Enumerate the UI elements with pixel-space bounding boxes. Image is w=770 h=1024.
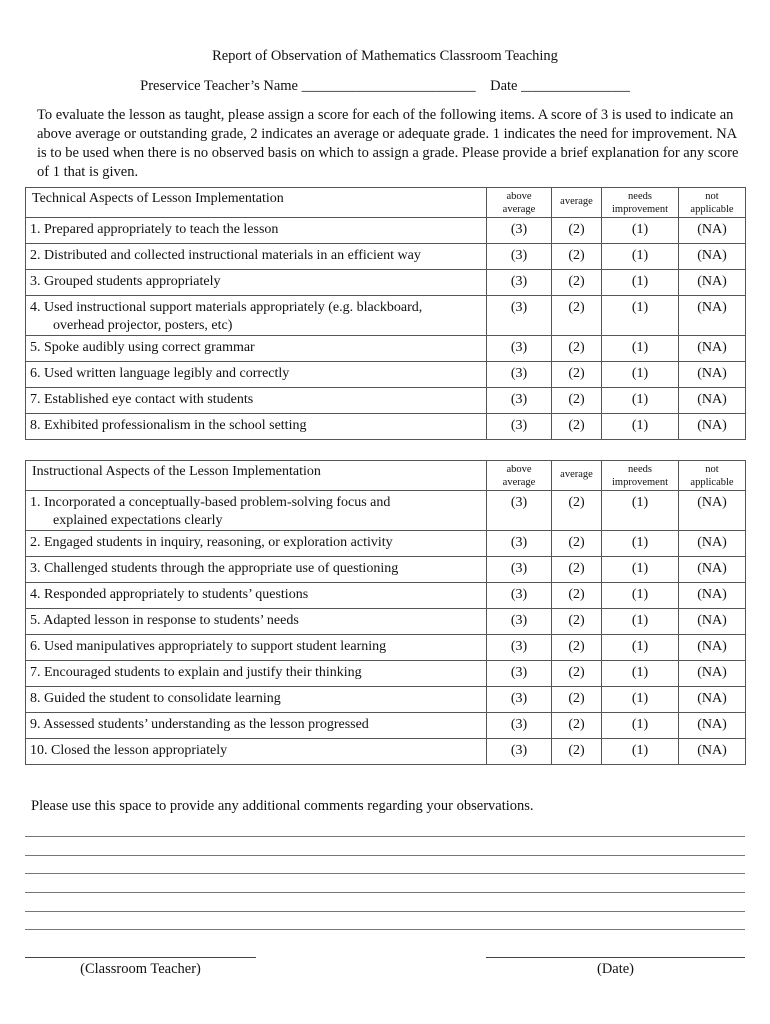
score-3-option[interactable]: (3) [487, 661, 552, 687]
classroom-teacher-label: (Classroom Teacher) [80, 961, 201, 977]
table-header-row [26, 461, 746, 491]
instructions-paragraph: To evaluate the lesson as taught, please assign a score for each of the following items. A score of 3 is used to indicate an above average or outstanding grade, 2 indicates an average or adequate grade. 1 indicates the need for improvement. NA is to be used when there is no observed basis on which to assign a grade. Please provide a brief explanation for any score of 1 that is given. [37, 107, 739, 180]
item-text [26, 531, 487, 557]
item-label: 7. Established eye contact with students [30, 392, 254, 407]
score-1-option[interactable]: (1) [602, 713, 679, 739]
item-text [26, 270, 487, 296]
score-2-option[interactable]: (2) [552, 414, 602, 440]
score-1-option[interactable]: (1) [602, 557, 679, 583]
score-2-option[interactable]: (2) [552, 270, 602, 296]
score-3-option[interactable]: (3) [487, 388, 552, 414]
rubric-item-row [26, 296, 746, 336]
score-na-option[interactable]: (NA) [679, 270, 746, 296]
rubric-item-row [26, 609, 746, 635]
score-1-option[interactable]: (1) [602, 362, 679, 388]
item-text [26, 609, 487, 635]
rubric-item-row [26, 414, 746, 440]
item-text [26, 244, 487, 270]
score-na-option[interactable]: (NA) [679, 296, 746, 336]
item-text [26, 388, 487, 414]
item-text [26, 635, 487, 661]
col-not-applicable: not applicable [679, 461, 746, 491]
score-na-option[interactable]: (NA) [679, 661, 746, 687]
date-signature-label: (Date) [596, 961, 635, 977]
comment-line[interactable] [25, 873, 745, 874]
score-1-option[interactable]: (1) [602, 739, 679, 765]
item-label: 5. Spoke audibly using correct grammar [30, 340, 255, 355]
score-2-option[interactable]: (2) [552, 661, 602, 687]
score-3-option[interactable]: (3) [487, 635, 552, 661]
item-text [26, 414, 487, 440]
item-label: 9. Assessed students’ understanding as the lesson progressed [30, 717, 369, 732]
rubric-item-row [26, 635, 746, 661]
col-average: average [552, 461, 602, 491]
technical-aspects-table [25, 187, 746, 440]
rubric-item-row [26, 336, 746, 362]
date-label: Date [490, 78, 518, 94]
score-na-option[interactable]: (NA) [679, 362, 746, 388]
item-text [26, 583, 487, 609]
score-3-option[interactable]: (3) [487, 218, 552, 244]
score-na-option[interactable]: (NA) [679, 244, 746, 270]
score-3-option[interactable]: (3) [487, 491, 552, 531]
score-na-option[interactable]: (NA) [679, 557, 746, 583]
rubric-item-row [26, 491, 746, 531]
rubric-item-row [26, 270, 746, 296]
rubric-item-row [26, 687, 746, 713]
score-2-option[interactable]: (2) [552, 687, 602, 713]
col-average: average [552, 188, 602, 218]
comment-line[interactable] [25, 929, 745, 930]
score-1-option[interactable]: (1) [602, 661, 679, 687]
item-text [26, 362, 487, 388]
score-1-option[interactable]: (1) [602, 296, 679, 336]
item-text [26, 296, 487, 336]
comment-line[interactable] [25, 855, 745, 856]
score-3-option[interactable]: (3) [487, 531, 552, 557]
score-3-option[interactable]: (3) [487, 362, 552, 388]
item-text [26, 491, 487, 531]
score-2-option[interactable]: (2) [552, 739, 602, 765]
item-label: 6. Used manipulatives appropriately to support student learning [30, 639, 387, 654]
score-2-option[interactable]: (2) [552, 491, 602, 531]
score-3-option[interactable]: (3) [487, 557, 552, 583]
date-signature-line[interactable] [486, 957, 745, 958]
score-2-option[interactable]: (2) [552, 388, 602, 414]
item-label: 3. Grouped students appropriately [30, 274, 221, 289]
rubric-item-row [26, 388, 746, 414]
item-label: 8. Exhibited professionalism in the school setting [30, 418, 307, 433]
item-label: 4. Used instructional support materials appropriately (e.g. blackboard, [30, 300, 423, 315]
item-text [26, 713, 487, 739]
score-1-option[interactable]: (1) [602, 609, 679, 635]
score-na-option[interactable]: (NA) [679, 635, 746, 661]
score-na-option[interactable]: (NA) [679, 713, 746, 739]
score-3-option[interactable]: (3) [487, 414, 552, 440]
score-1-option[interactable]: (1) [602, 635, 679, 661]
rubric-item-row [26, 739, 746, 765]
comment-line[interactable] [25, 836, 745, 837]
col-above-average: above average [487, 461, 552, 491]
item-text [26, 336, 487, 362]
item-label: 4. Responded appropriately to students’ questions [30, 587, 309, 602]
score-2-option[interactable]: (2) [552, 244, 602, 270]
score-3-option[interactable]: (3) [487, 336, 552, 362]
score-1-option[interactable]: (1) [602, 218, 679, 244]
score-2-option[interactable]: (2) [552, 583, 602, 609]
score-3-option[interactable]: (3) [487, 739, 552, 765]
comments-prompt: Please use this space to provide any additional comments regarding your observations. [31, 798, 534, 814]
score-1-option[interactable]: (1) [602, 388, 679, 414]
score-na-option[interactable]: (NA) [679, 218, 746, 244]
score-na-option[interactable]: (NA) [679, 388, 746, 414]
item-label-continued: overhead projector, posters, etc) [53, 318, 233, 333]
score-na-option[interactable]: (NA) [679, 336, 746, 362]
score-1-option[interactable]: (1) [602, 244, 679, 270]
col-needs-improvement: needs improvement [602, 188, 679, 218]
rubric-item-row [26, 713, 746, 739]
col-not-applicable: not applicable [679, 188, 746, 218]
rubric-item-row [26, 661, 746, 687]
section-heading: Technical Aspects of Lesson Implementation [26, 188, 487, 218]
rubric-item-row [26, 583, 746, 609]
item-text [26, 687, 487, 713]
score-2-option[interactable]: (2) [552, 362, 602, 388]
score-3-option[interactable]: (3) [487, 583, 552, 609]
item-label-continued: explained expectations clearly [53, 513, 223, 528]
instructional-aspects-table [25, 460, 746, 765]
score-na-option[interactable]: (NA) [679, 687, 746, 713]
rubric-item-row [26, 218, 746, 244]
score-3-option[interactable]: (3) [487, 687, 552, 713]
score-2-option[interactable]: (2) [552, 635, 602, 661]
score-na-option[interactable]: (NA) [679, 609, 746, 635]
comment-line[interactable] [25, 892, 745, 893]
score-1-option[interactable]: (1) [602, 270, 679, 296]
item-label: 6. Used written language legibly and correctly [30, 366, 290, 381]
rubric-item-row [26, 531, 746, 557]
score-na-option[interactable]: (NA) [679, 414, 746, 440]
item-label: 5. Adapted lesson in response to students’ needs [30, 613, 299, 628]
item-text [26, 218, 487, 244]
name-date-line[interactable]: Preservice Teacher’s Name ________________________ Date _______________ [140, 78, 630, 94]
score-1-option[interactable]: (1) [602, 491, 679, 531]
score-2-option[interactable]: (2) [552, 557, 602, 583]
item-label: 3. Challenged students through the appropriate use of questioning [30, 561, 399, 576]
score-na-option[interactable]: (NA) [679, 491, 746, 531]
report-title: Report of Observation of Mathematics Classroom Teaching [212, 48, 558, 64]
score-1-option[interactable]: (1) [602, 687, 679, 713]
item-text [26, 661, 487, 687]
col-above-average: above average [487, 188, 552, 218]
score-2-option[interactable]: (2) [552, 218, 602, 244]
score-1-option[interactable]: (1) [602, 336, 679, 362]
rubric-item-row [26, 244, 746, 270]
score-2-option[interactable]: (2) [552, 713, 602, 739]
item-text [26, 557, 487, 583]
item-label: 8. Guided the student to consolidate learning [30, 691, 281, 706]
teacher-signature-line[interactable] [25, 957, 256, 958]
score-3-option[interactable]: (3) [487, 296, 552, 336]
score-1-option[interactable]: (1) [602, 531, 679, 557]
score-2-option[interactable]: (2) [552, 296, 602, 336]
section-heading: Instructional Aspects of the Lesson Implementation [26, 461, 487, 491]
rubric-item-row [26, 362, 746, 388]
item-label: 1. Incorporated a conceptually-based problem-solving focus and [30, 495, 391, 510]
item-label: 1. Prepared appropriately to teach the lesson [30, 222, 279, 237]
table-header-row [26, 188, 746, 218]
score-2-option[interactable]: (2) [552, 531, 602, 557]
score-1-option[interactable]: (1) [602, 414, 679, 440]
comment-line[interactable] [25, 911, 745, 912]
score-3-option[interactable]: (3) [487, 609, 552, 635]
score-2-option[interactable]: (2) [552, 336, 602, 362]
col-needs-improvement: needs improvement [602, 461, 679, 491]
score-3-option[interactable]: (3) [487, 713, 552, 739]
item-text [26, 739, 487, 765]
name-label: Preservice Teacher’s Name [140, 78, 298, 94]
score-1-option[interactable]: (1) [602, 583, 679, 609]
score-3-option[interactable]: (3) [487, 270, 552, 296]
score-2-option[interactable]: (2) [552, 609, 602, 635]
item-label: 7. Encouraged students to explain and justify their thinking [30, 665, 362, 680]
score-3-option[interactable]: (3) [487, 244, 552, 270]
item-label: 2. Engaged students in inquiry, reasoning, or exploration activity [30, 535, 393, 550]
item-label: 10. Closed the lesson appropriately [30, 743, 228, 758]
rubric-item-row [26, 557, 746, 583]
score-na-option[interactable]: (NA) [679, 583, 746, 609]
score-na-option[interactable]: (NA) [679, 739, 746, 765]
score-na-option[interactable]: (NA) [679, 531, 746, 557]
item-label: 2. Distributed and collected instructional materials in an efficient way [30, 248, 421, 263]
